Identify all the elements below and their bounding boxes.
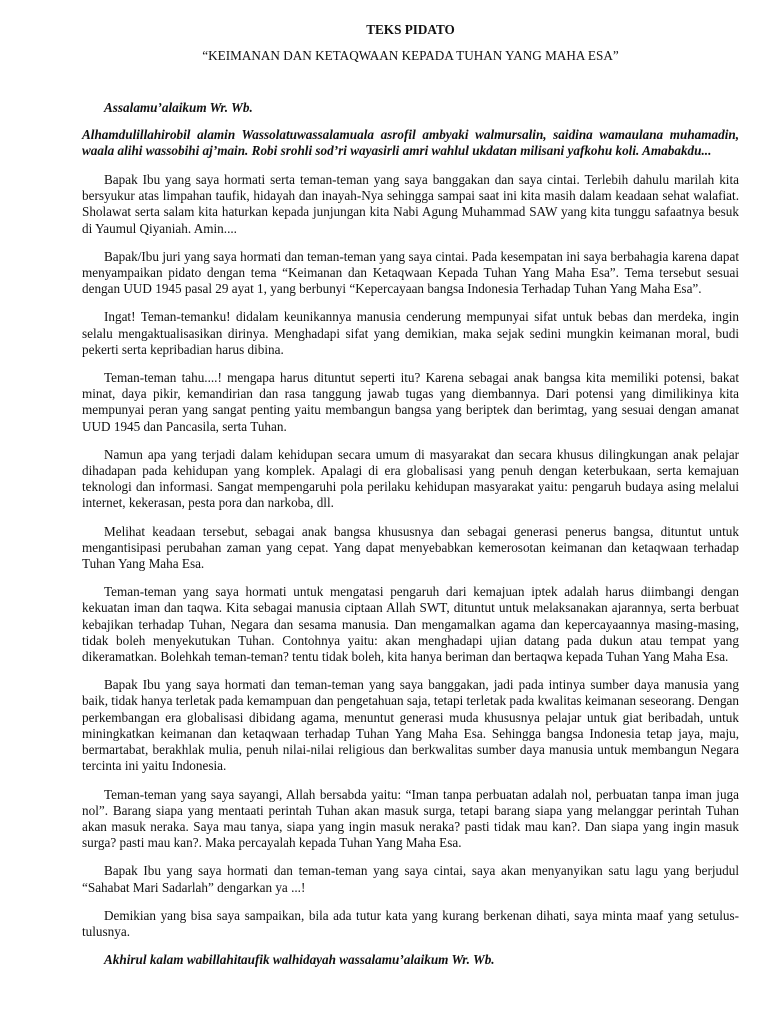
document-subtitle: “KEIMANAN DAN KETAQWAAN KEPADA TUHAN YANG MAHA ESA” — [202, 48, 619, 63]
paragraph-11: Demikian yang bisa saya sampaikan, bila ada tutur kata yang kurang berkenan dihati, saya minta maaf yang setulus-tulusnya. — [82, 907, 739, 939]
paragraph-2: Bapak/Ibu juri yang saya hormati dan teman-teman yang saya cintai. Pada kesempatan ini saya berbahagia karena dapat menyampaikan pidato dengan tema “Keimanan dan Ketaqwaan Kepada Tuhan Yang Maha Esa”. Tema tersebut sesuai dengan UUD 1945 pasal 29 ayat 1, yang berbunyi “Kepercayaan bangsa Indonesia Terhadap Tuhan Yang Maha Esa”. — [82, 248, 739, 297]
opening-salam: Assalamu’alaikum Wr. Wb. — [104, 100, 253, 115]
paragraph-4: Teman-teman tahu....! mengapa harus dituntut seperti itu? Karena sebagai anak bangsa kita memiliki potensi, bakat minat, daya pikir, kemandirian dan rasa tanggung jawab tugas yang diembannya. Dari potensi yang dimilikinya kita mempunyai peran yang sangat penting yaitu membangun bangsa yang beriptek dan berimtag, yang sesuai dengan amanat UUD 1945 dan Pancasila, serta Tuhan. — [82, 370, 739, 434]
document-title: TEKS PIDATO — [366, 22, 455, 37]
paragraph-5: Namun apa yang terjadi dalam kehidupan secara umum di masyarakat dan secara khusus dilingkungan anak pelajar dihadapan pada kehidupan yang komplek. Apalagi di era globalisasi yang penuh dengan keterbukaan, serta kemajuan teknologi dan informasi. Sangat mempengaruhi pola perilaku kehidupan masyarakat yaitu: pengaruh budaya asing melalui internet, kekerasan, pesta pora dan narkoba, dll. — [82, 446, 739, 511]
paragraph-10: Bapak Ibu yang saya hormati dan teman-teman yang saya cintai, saya akan menyanyikan satu lagu yang berjudul “Sahabat Mari Sadarlah” dengarkan ya ...! — [82, 863, 739, 895]
paragraph-9: Teman-teman yang saya sayangi, Allah bersabda yaitu: “Iman tanpa perbuatan adalah nol, perbuatan tanpa iman juga nol”. Barang siapa yang mentaati perintah Tuhan akan masuk surga, tetapi barang siapa yang melanggar perintah Tuhan akan masuk neraka. Saya mau tanya, siapa yang ingin masuk neraka? pasti tidak mau kan?. Dan siapa yang ingin masuk surga? pasti mau kan?. Maka percayalah kepada Tuhan Yang Maha Esa. — [82, 786, 739, 851]
paragraph-1: Bapak Ibu yang saya hormati serta teman-teman yang saya banggakan dan saya cintai. Terlebih dahulu marilah kita bersyukur atas limpahan taufik, hidayah dan inayah-Nya sehingga sampai saat ini kita masih dalam keadaan sehat walafiat. Sholawat serta salam kita haturkan kepada junjungan kita Nabi Agung Muhammad SAW yang kita tunggu safaatnya besuk di Yaumul Qiyaniah. Amin.... — [82, 172, 739, 236]
paragraph-8: Bapak Ibu yang saya hormati dan teman-teman yang saya banggakan, jadi pada intinya sumber daya manusia yang baik, tidak hanya terletak pada kemampuan dan pengetahuan saja, tetapi terletak pada kwalitas keimanan seseorang. Dengan perkembangan era globalisasi dibidang agama, menuntut generasi muda khususnya pelajar untuk giat beribadah, untuk miningkatkan keimanan dan ketaqwaan terhadap Tuhan Yang Maha Esa. Sehingga bangsa Indonesia tetap jaya, maju, bermartabat, berakhlak mulia, penuh nilai-nilai religious dan berkwalitas sumber daya manusia untuk membangun Negara tercinta ini yaitu Indonesia. — [82, 677, 739, 774]
paragraph-7: Teman-teman yang saya hormati untuk mengatasi pengaruh dari kemajuan iptek adalah harus diimbangi dengan kekuatan iman dan taqwa. Kita sebagai manusia ciptaan Allah SWT, dituntut untuk melaksanakan ajarannya, serta berbuat kebajikan terhadap Tuhan, Negara dan sesama manusia. Dan mengamalkan agama dan kepercayaannya masing-masing, tidak boleh menyekutukan Tuhan. Contohnya yaitu: akan menghadapi ujian datang pada dukun atau tempat yang dikeramatkan. Bolehkah teman-teman? tentu tidak boleh, kita hanya beriman dan bertaqwa kepada Tuhan Yang Maha Esa. — [82, 584, 739, 665]
paragraph-3: Ingat! Teman-temanku! didalam keunikannya manusia cenderung mempunyai sifat untuk bebas dan merdeka, ingin selalu mengaktualisasikan dirinya. Menghadapi sifat yang demikian, maka sejak sedini mungkin keimanan moral, budi pekerti serta kepribadian harus dibina. — [82, 309, 739, 357]
paragraph-6: Melihat keadaan tersebut, sebagai anak bangsa khususnya dan sebagai generasi penerus bangsa, dituntut untuk mengantisipasi perubahan zaman yang cepat. Yang dapat menyebabkan kemerosotan keimanan dan ketaqwaan terhadap Tuhan Yang Maha Esa. — [82, 523, 739, 572]
closing-salam: Akhirul kalam wabillahitaufik walhidayah wassalamu’alaikum Wr. Wb. — [104, 952, 495, 968]
opening-prayer: Alhamdulillahirobil alamin Wassolatuwassalamuala asrofil ambyaki walmursalin, saidina wamaulana muhamadin, waala alihi wassobihi aj’main. Robi srohli sod’ri wayasirli amri wahlul ukdatan milisani yafkohu koli. Amabakdu... — [82, 127, 739, 158]
